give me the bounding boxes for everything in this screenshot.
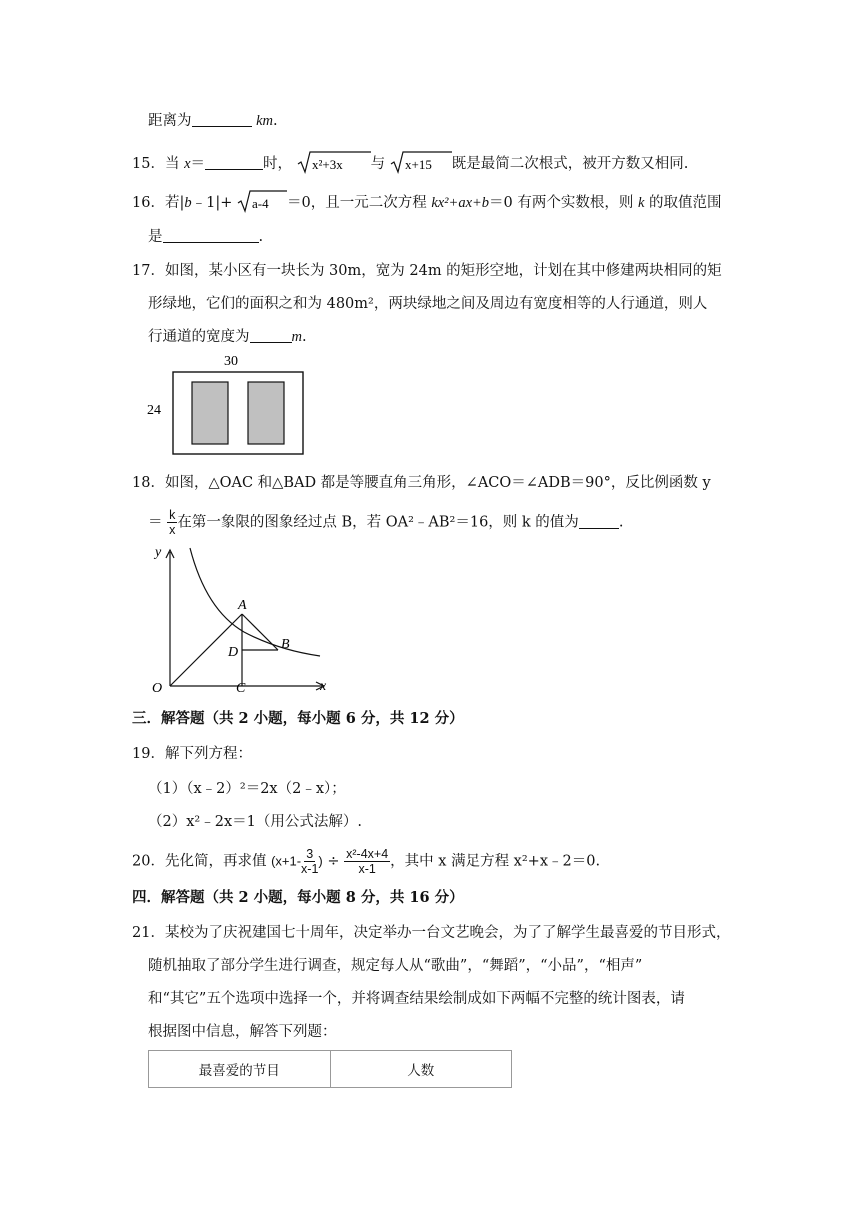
q21-text: 某校为了庆祝建国七十周年，决定举办一台文艺晚会，为了了解学生最喜爱的节目形式， — [164, 925, 731, 941]
denominator: x — [169, 523, 176, 537]
q16-text: 若| — [164, 195, 185, 211]
q17-text: 行通道的宽度为 — [148, 329, 250, 345]
question-19-part1: （1）（x﹣2）²＝2x（2﹣x）； — [148, 781, 346, 797]
radical-3 — [237, 189, 287, 214]
q17-rectangle-figure — [140, 350, 310, 460]
unit: km — [256, 113, 274, 129]
q18-text: 在第一象限的图象经过点 B，若 OA²﹣AB²＝16，则 k 的值为 — [177, 514, 579, 531]
green-plot-left — [192, 382, 228, 444]
q15-text: ＝ — [190, 156, 205, 172]
answer-blank — [579, 513, 619, 529]
label-A: A — [238, 598, 247, 613]
question-number: 17． — [132, 263, 165, 279]
label-O: O — [152, 681, 163, 696]
radical-sign-1 — [297, 150, 371, 174]
segment-AB — [242, 614, 278, 650]
question-18-line1 — [132, 472, 711, 494]
table-header-row — [149, 1051, 512, 1088]
section-3-heading: 三．解答题（共 2 小题，每小题 6 分，共 12 分） — [132, 710, 464, 727]
q18-text: 如图，△OAC 和△BAD 都是等腰直角三角形，∠ACO＝∠ADB＝90°，反比例函数 y — [164, 475, 711, 491]
question-number: 15． — [132, 156, 165, 172]
question-19-part2: （2）x²﹣2x＝1（用公式法解）. — [148, 814, 362, 830]
unit: m — [291, 329, 302, 345]
q16-text: 的取值范围 — [644, 195, 722, 211]
question-number: 16． — [132, 195, 165, 211]
answer-blank — [192, 111, 252, 127]
q17-text: 如图，某小区有一块长为 30m，宽为 24m 的矩形空地，计划在其中修建两块相同的矩 — [164, 263, 722, 279]
question-17-line1 — [132, 260, 722, 282]
label-B: B — [281, 637, 290, 652]
question-21-line3: 和“其它”五个选项中选择一个，并将调查结果绘制成如下两幅不完整的统计图表，请 — [148, 991, 685, 1007]
fig-height-label: 24 — [147, 403, 161, 418]
section-4-heading: 四．解答题（共 2 小题，每小题 8 分，共 16 分） — [132, 889, 464, 906]
question-number: 21． — [132, 925, 165, 941]
q15-text: 时， — [263, 156, 292, 172]
q16-end: . — [258, 229, 264, 245]
numerator: 3 — [306, 847, 314, 861]
q20-paren-right: ) — [318, 853, 323, 869]
fig-width-label: 30 — [224, 354, 238, 369]
q18-text: ＝ — [148, 514, 163, 531]
question-16-line2 — [148, 226, 263, 248]
radical-1 — [297, 150, 371, 175]
q14-end: . — [273, 113, 278, 129]
fraction-quadratic-over-x-1 — [344, 847, 390, 876]
q19-text: 解下列方程： — [164, 746, 252, 762]
q17-text: 形绿地，它们的面积之和为 480m²，两块绿地之间及周边有宽度相等的人行通道，则人 — [148, 296, 708, 312]
question-15 — [132, 150, 688, 175]
numerator: k — [169, 508, 176, 522]
q20-paren-left: (x+1- — [271, 853, 302, 869]
q15-text: 与 — [370, 156, 386, 172]
q16-text: ＝0，且一元二次方程 — [286, 195, 432, 211]
fraction-3-over-x-1 — [301, 847, 318, 876]
radicand-2: x+15 — [404, 157, 432, 172]
question-21-line1 — [132, 922, 730, 944]
radicand-1: x²+3x — [311, 157, 343, 172]
q15-text: 当 — [164, 156, 185, 172]
q18-coordinate-figure — [148, 540, 338, 700]
q16-text: ﹣1|+ — [191, 195, 233, 211]
q14-text: 距离为 — [148, 113, 192, 129]
q16-var: b — [184, 195, 192, 211]
table-header-cell: 最喜爱的节目 — [149, 1051, 331, 1088]
answer-blank — [205, 154, 263, 170]
green-plot-right — [248, 382, 284, 444]
answer-blank — [250, 327, 292, 343]
q21-table — [148, 1050, 512, 1088]
answer-blank — [163, 227, 259, 243]
question-16-line1 — [132, 189, 722, 214]
radical-sign-2 — [390, 150, 452, 174]
radical-2 — [390, 150, 452, 175]
question-number: 19． — [132, 746, 165, 762]
q18-end: . — [618, 514, 624, 531]
denominator: x-1 — [358, 862, 376, 876]
question-18-line2 — [148, 508, 623, 537]
label-y: y — [155, 545, 162, 560]
question-21-line4: 根据图中信息，解答下列题： — [148, 1024, 337, 1040]
label-C: C — [236, 681, 246, 696]
question-number: 18． — [132, 475, 165, 491]
table-header-cell: 人数 — [330, 1051, 512, 1088]
question-20 — [132, 847, 600, 876]
q17-end: . — [301, 329, 307, 345]
question-17-line2 — [148, 293, 707, 315]
question-19-title — [132, 743, 252, 765]
q16-text: ＝0 有两个实数根，则 — [489, 195, 638, 211]
radicand-3: a-4 — [251, 196, 269, 211]
label-D: D — [228, 645, 239, 660]
divide-sign: ÷ — [327, 853, 340, 870]
radical-sign-3 — [237, 189, 287, 213]
q20-text: ，其中 x 满足方程 x²+x﹣2＝0. — [390, 853, 601, 870]
q20-text: 先化简，再求值 — [164, 853, 267, 870]
fraction-k-over-x — [167, 508, 177, 537]
q15-text: 既是最简二次根式，被开方数又相同. — [451, 156, 689, 172]
question-number: 20． — [132, 853, 165, 870]
question-21-line2: 随机抽取了部分学生进行调查，规定每人从“歌曲”，“舞蹈”，“小品”，“相声” — [148, 958, 643, 974]
q16-var: k — [638, 195, 645, 211]
q14-tail-line — [148, 110, 278, 132]
q16-equation: kx²+ax+b — [431, 195, 490, 211]
question-17-line3 — [148, 326, 307, 348]
hyperbola-curve — [190, 548, 320, 656]
numerator: x²-4x+4 — [346, 847, 389, 861]
denominator: x-1 — [301, 862, 319, 876]
q15-var: x — [184, 156, 191, 172]
q16-text: 是 — [148, 229, 163, 245]
label-x: x — [320, 679, 327, 694]
